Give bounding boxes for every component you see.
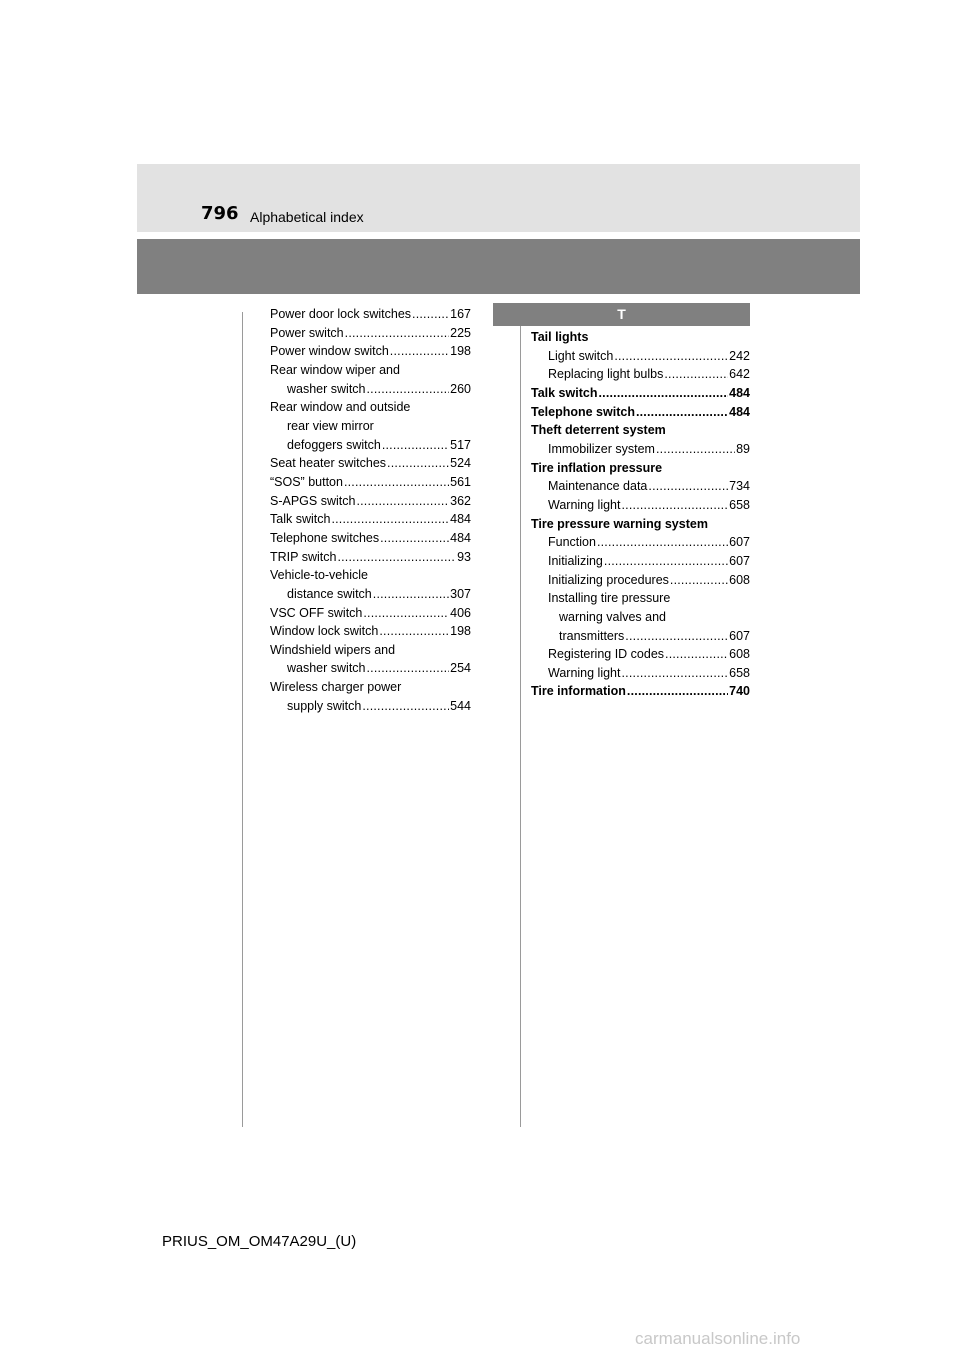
leader-dots: [344, 473, 449, 492]
index-entry: [531, 682, 750, 701]
index-entry-page: 198: [450, 344, 471, 359]
page-number: 796: [201, 203, 239, 224]
index-entry-label: Warning light: [548, 497, 621, 512]
index-heading-text: Vehicle-to-vehicle: [270, 568, 368, 583]
index-entry-page: 93: [457, 549, 471, 564]
index-entry-label: Talk switch: [270, 512, 331, 527]
index-entry-page: 607: [729, 535, 750, 550]
leader-dots: [345, 324, 450, 343]
index-entry: [270, 604, 471, 623]
index-entry-label: supply switch: [287, 698, 362, 713]
index-column-right: [531, 328, 750, 701]
header-dark-band: [137, 239, 860, 294]
index-entry: [531, 365, 750, 384]
leader-dots: [598, 384, 728, 403]
index-entry-page: 561: [450, 474, 471, 489]
leader-dots: [648, 477, 728, 496]
index-heading-text: warning valves and: [559, 609, 667, 624]
index-entry-label: washer switch: [287, 381, 366, 396]
index-heading-text: Rear window and outside: [270, 400, 411, 415]
index-entry-label: TRIP switch: [270, 549, 337, 564]
index-entry: [531, 645, 750, 664]
center-divider: [520, 303, 521, 1127]
leader-dots: [367, 659, 450, 678]
index-entry-page: 608: [729, 647, 750, 662]
index-entry-label: Telephone switch: [531, 404, 635, 419]
index-heading-text: Tail lights: [531, 330, 589, 344]
index-entry: [531, 440, 750, 459]
leader-dots: [614, 347, 728, 366]
leader-dots: [664, 365, 728, 384]
index-entry-label: “SOS” button: [270, 474, 343, 489]
left-divider: [242, 312, 243, 1127]
watermark: carmanualsonline.info: [635, 1329, 801, 1348]
index-entry-label: Registering ID codes: [548, 647, 665, 662]
index-entry: [531, 533, 750, 552]
index-heading-text: rear view mirror: [287, 418, 374, 433]
index-entry-label: Initializing procedures: [548, 572, 669, 587]
index-entry-page: 658: [729, 665, 750, 680]
leader-dots: [604, 552, 728, 571]
index-heading-text: Rear window wiper and: [270, 362, 400, 377]
index-entry-label: washer switch: [287, 661, 366, 676]
index-entry-label: Replacing light bulbs: [548, 367, 664, 382]
index-heading-text: Tire pressure warning system: [531, 516, 708, 531]
index-entry-label: Immobilizer system: [548, 441, 655, 456]
index-entry: [531, 477, 750, 496]
index-entry: [270, 436, 471, 455]
index-entry-label: Light switch: [548, 348, 614, 363]
leader-dots: [379, 622, 449, 641]
index-entry-page: 484: [450, 530, 471, 545]
index-entry-page: 89: [736, 441, 750, 456]
index-entry-page: 607: [729, 553, 750, 568]
index-entry-label: defoggers switch: [287, 437, 381, 452]
section-letter-bar: T: [493, 303, 750, 326]
leader-dots: [367, 380, 450, 399]
index-entry-page: 517: [450, 437, 471, 452]
index-entry-page: 254: [450, 661, 471, 676]
leader-dots: [625, 627, 728, 646]
leader-dots: [627, 682, 728, 701]
index-entry-label: Seat heater switches: [270, 456, 387, 471]
leader-dots: [380, 529, 449, 548]
header-band: [137, 164, 860, 232]
index-entry: [531, 552, 750, 571]
index-entry-label: Power switch: [270, 325, 344, 340]
leader-dots: [362, 697, 449, 716]
index-entry-page: 242: [729, 348, 750, 363]
index-entry-page: 406: [450, 605, 471, 620]
footer-doc-code: PRIUS_OM_OM47A29U_(U): [162, 1233, 357, 1250]
index-entry: [531, 627, 750, 646]
index-entry: [531, 571, 750, 590]
index-entry: [531, 664, 750, 683]
index-entry: [270, 622, 471, 641]
leader-dots: [373, 585, 449, 604]
index-entry: [270, 548, 471, 567]
index-entry-label: Talk switch: [531, 385, 598, 400]
index-entry-page: 642: [729, 367, 750, 382]
index-entry-label: distance switch: [287, 586, 372, 601]
index-entry: [270, 492, 471, 511]
index-entry: [270, 473, 471, 492]
index-entry: [531, 403, 750, 422]
index-entry: [531, 347, 750, 366]
index-entry-label: Power door lock switches: [270, 307, 412, 321]
index-entry: [531, 384, 750, 403]
index-entry: [270, 380, 471, 399]
index-entry: [270, 305, 471, 324]
leader-dots: [636, 403, 728, 422]
index-entry-page: 484: [729, 385, 750, 400]
index-entry: [270, 454, 471, 473]
index-entry: [531, 496, 750, 515]
index-entry-label: S-APGS switch: [270, 493, 356, 508]
index-entry: [270, 324, 471, 343]
index-entry-label: Power window switch: [270, 344, 389, 359]
leader-dots: [622, 664, 729, 683]
index-entry-label: Warning light: [548, 665, 621, 680]
index-entry-page: 484: [450, 512, 471, 527]
leader-dots: [337, 548, 456, 567]
leader-dots: [382, 436, 449, 455]
index-heading-text: Tire inflation pressure: [531, 460, 663, 475]
leader-dots: [390, 342, 449, 361]
leader-dots: [412, 305, 449, 324]
index-heading-text: Wireless charger power: [270, 680, 402, 695]
leader-dots: [656, 440, 735, 459]
leader-dots: [331, 510, 449, 529]
index-entry-page: 740: [729, 684, 750, 699]
index-entry: [270, 659, 471, 678]
index-entry-page: 167: [450, 307, 471, 321]
leader-dots: [665, 645, 728, 664]
index-entry: [270, 585, 471, 604]
leader-dots: [356, 492, 449, 511]
index-entry: [270, 510, 471, 529]
index-entry-page: 307: [450, 586, 471, 601]
leader-dots: [363, 604, 449, 623]
index-entry-page: 198: [450, 624, 471, 639]
index-entry-page: 362: [450, 493, 471, 508]
leader-dots: [670, 571, 728, 590]
index-entry-label: Tire information: [531, 684, 626, 699]
leader-dots: [597, 533, 728, 552]
index-entry: [270, 342, 471, 361]
index-entry-label: Function: [548, 535, 596, 550]
index-entry-page: 658: [729, 497, 750, 512]
index-entry-label: transmitters: [559, 628, 625, 643]
leader-dots: [387, 454, 449, 473]
index-entry-page: 607: [729, 628, 750, 643]
index-entry: [270, 697, 471, 716]
index-column-left: [270, 305, 471, 715]
index-entry-label: Telephone switches: [270, 530, 380, 545]
index-entry-page: 524: [450, 456, 471, 471]
index-entry-label: Window lock switch: [270, 624, 379, 639]
index-entry: [270, 529, 471, 548]
index-entry-page: 608: [729, 572, 750, 587]
index-heading-text: Installing tire pressure: [548, 591, 671, 606]
index-entry-label: VSC OFF switch: [270, 605, 363, 620]
index-entry-label: Initializing: [548, 553, 603, 568]
index-entry-label: Maintenance data: [548, 479, 648, 494]
index-entry-page: 260: [450, 381, 471, 396]
index-entry-page: 225: [450, 325, 471, 340]
leader-dots: [622, 496, 729, 515]
index-heading-text: Windshield wipers and: [270, 642, 396, 657]
header-title: Alphabetical index: [250, 209, 364, 225]
index-entry-page: 544: [450, 698, 471, 713]
index-entry-page: 484: [729, 404, 750, 419]
index-heading-text: Theft deterrent system: [531, 423, 666, 438]
index-entry-page: 734: [729, 479, 750, 494]
